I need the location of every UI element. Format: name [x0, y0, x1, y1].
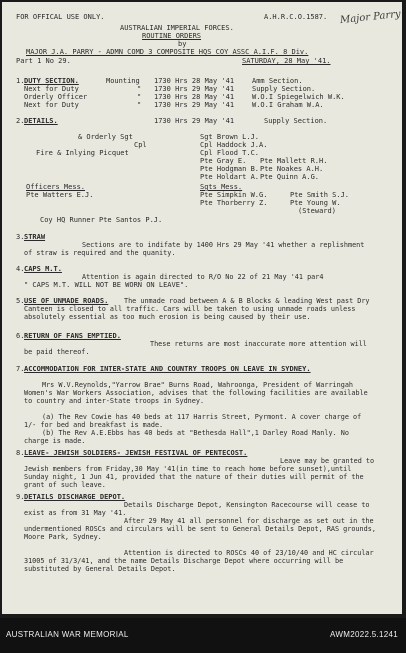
orders-title: ROUTINE ORDERS: [142, 32, 202, 40]
part-number: Part 1 No 29.: [16, 57, 71, 65]
s2-mess-name-4: Pte Young W.: [290, 199, 341, 207]
s4-title: CAPS M.T.: [24, 265, 62, 273]
s2-name-1: Sgt Brown L.J.: [200, 133, 260, 141]
s2-value: Supply Section.: [264, 117, 328, 125]
s3-number: 3.: [16, 233, 25, 241]
footer-accession-number: AWM2022.5.1241: [330, 630, 398, 639]
s2-orderly-sgt: & Orderly Sgt: [78, 133, 133, 141]
s2-sgts-mess: Sgts Mess.: [200, 183, 243, 191]
commander-line: MAJOR J.A. PARRY - ADMN COMD 3 COMPOSITE HQS COY ASSC A.I.F. 8 Div.: [26, 48, 309, 56]
s1-row3-mark: ": [137, 93, 142, 101]
s1-row3-time: 1730 Hrs 28 May '41: [154, 93, 235, 101]
s5-title: USE OF UNMADE ROADS.: [24, 297, 109, 305]
s1-row4-mark: ": [137, 101, 142, 109]
s2-officers-mess: Officers Mess.: [26, 183, 86, 191]
s2-watters: Pte Watters E.J.: [26, 191, 94, 199]
s2-time: 1730 Hrs 29 May '41: [154, 117, 235, 125]
s2-number: 2.: [16, 117, 25, 125]
s1-row4-value: W.O.I Graham W.A.: [252, 101, 324, 109]
s3-title: STRAW: [24, 233, 46, 241]
s2-picquet: Fire & Inlying Picquet: [36, 149, 129, 157]
s7-item-a: (a) The Rev Cowie has 40 beds at 117 Harris Street, Pyrmont. A cover charge of 1/- for bed and breakfast is made.: [24, 413, 362, 429]
s7-title: ACCOMMODATION FOR INTER-STATE AND COUNTRY TROOPS ON LEAVE IN SYDNEY.: [24, 365, 311, 373]
orders-by: by: [178, 40, 187, 48]
s2-mess-name-3: Pte Smith S.J.: [290, 191, 350, 199]
s2-name-2: Cpl Haddock J.A.: [200, 141, 268, 149]
s2-runner: Coy HQ Runner Pte Santos P.J.: [40, 216, 163, 224]
s1-row1-value: Amm Section.: [252, 77, 303, 85]
official-use-label: FOR OFFICAL USE ONLY.: [16, 13, 105, 21]
s1-row3-label: Orderly Officer: [24, 93, 88, 101]
s9-text-3: Attention is directed to ROSCs 40 of 23/10/40 and HC circular 31005 of 31/3/41, and the name Details Discharge Depot where occurring will be substituted by General Details Depot.: [24, 549, 374, 573]
footer-institution: AUSTRALIAN WAR MEMORIAL: [6, 630, 129, 639]
s2-name-3: Cpl Flood T.C.: [200, 149, 260, 157]
s1-row2-time: 1730 Hrs 29 May '41: [154, 85, 235, 93]
s2-name-9: Pte Quinn A.G.: [260, 173, 320, 181]
s4-number: 4.: [16, 265, 25, 273]
force-title: AUSTRALIAN IMPERIAL FORCES.: [120, 24, 234, 32]
archive-footer: [0, 618, 406, 653]
s2-mess-name-1: Pte Simpkin W.G.: [200, 191, 268, 199]
order-date: SATURDAY, 28 May '41.: [242, 57, 331, 65]
s7-text: Mrs W.V.Reynolds,"Yarrow Brae" Burns Road, Wahroonga, President of Warringah Women's War Workers Association, advises that the following facilities are available to country and inter-State troops in Sydney.: [24, 381, 368, 405]
s7-number: 7.: [16, 365, 25, 373]
s2-name-4: Pte Gray E.: [200, 157, 247, 165]
s5-text: The unmade road between A & B Blocks & leading West past Dry Canteen is closed to all traffic. Cars will be taken to using unmade roads unless absolutely essential as too much erosion is being caused by their use.: [24, 297, 370, 321]
s1-row2-value: Supply Section.: [252, 85, 316, 93]
s1-number: 1.: [16, 77, 25, 85]
s1-row2-mark: ": [137, 85, 142, 93]
s4-quote: " CAPS M.T. WILL NOT BE WORN ON LEAVE".: [24, 281, 189, 289]
s9-number: 9.: [16, 493, 25, 501]
s1-row3-value: W.O.I Spiegelwich W.K.: [252, 93, 345, 101]
s8-title: LEAVE- JEWISH SOLDIERS- JEWISH FESTIVAL OF PENTECOST.: [24, 449, 248, 457]
s8-number: 8.: [16, 449, 25, 457]
s2-title: DETAILS.: [24, 117, 58, 125]
s1-title: DUTY SECTION.: [24, 77, 79, 85]
s2-cpl: Cpl: [134, 141, 147, 149]
s1-row1-time: 1730 Hrs 28 May '41: [154, 77, 235, 85]
document-page: [2, 2, 402, 614]
s2-mess-name-2: Pte Thorberry Z.: [200, 199, 268, 207]
s9-text-2: After 29 May 41 all personnel for discharge as set out in the undermentioned ROSCs and circulars will be sent to General Details Depot, RAS grounds, Moore Park, Sydney.: [24, 517, 376, 541]
s6-title: RETURN OF FANS EMPTIED.: [24, 332, 121, 340]
s3-text: Sections are to indifate by 1400 Hrs 29 May '41 whether a replishment of straw is required and the quanity.: [24, 241, 365, 257]
s9-text-1: Details Discharge Depot, Kensington Racecourse will cease to exist as from 31 May '41.: [24, 501, 370, 517]
s4-text: Attention is again directed to R/O No 22 of 21 May '41 par4: [82, 273, 324, 281]
s2-name-8: Pte Noakes A.H.: [260, 165, 324, 173]
s9-title: DETAILS DISCHARGE DEPOT.: [24, 493, 126, 501]
s5-number: 5.: [16, 297, 25, 305]
s8-text: Leave may be granted to Jewish members from Friday,30 May '41(in time to reach home before sunset),until Sunday night, 1 Jun 41, provided that the nature of their duties will permit of the grant of such leave.: [24, 457, 375, 489]
s1-row4-time: 1730 Hrs 29 May '41: [154, 101, 235, 109]
s6-number: 6.: [16, 332, 25, 340]
s6-text: These returns are most inaccurate more attention will be paid thereof.: [24, 340, 367, 356]
s1-row4-label: Next for Duty: [24, 101, 79, 109]
s1-row1-mark: Mounting: [106, 77, 140, 85]
s2-name-5: Pte Hodgman B.: [200, 165, 260, 173]
s2-name-7: Pte Mallett R.H.: [260, 157, 328, 165]
s7-item-b: (b) The Rev A.E.Ebbs has 40 beds at "Bethesda Hall",1 Darley Road Manly. No charge is made.: [24, 429, 349, 445]
handwritten-signature: Major Parry: [339, 8, 402, 27]
s2-steward: (Steward): [298, 207, 336, 215]
s2-name-6: Pte Holdart A.: [200, 173, 260, 181]
document-reference: A.H.R.C.O.1587.: [264, 13, 328, 21]
s1-row2-label: Next for Duty: [24, 85, 79, 93]
